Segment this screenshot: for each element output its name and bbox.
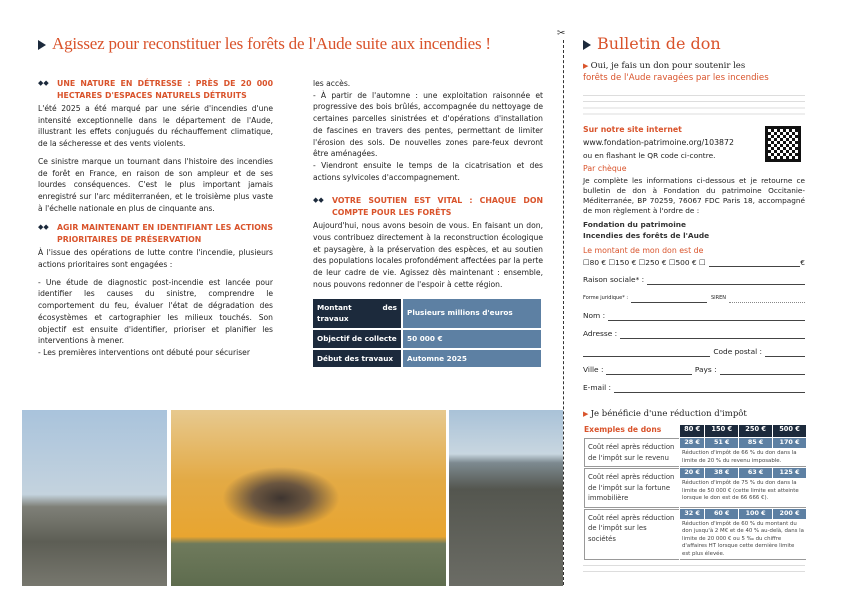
table-row — [313, 350, 541, 368]
diamond-icon: ◆◆ — [38, 223, 49, 232]
tax-row — [584, 438, 806, 448]
paragraph: - Viendront ensuite le temps de la cicatrisation et des actions sylvicoles d'accompagnement. — [313, 160, 543, 182]
cost-value: 63 € — [739, 468, 772, 478]
cost-value: 85 € — [739, 438, 772, 448]
cost-value: 38 € — [705, 468, 738, 478]
tax-description: Réduction d'impôt de 75 % du don dans la limite de 50 000 € (cette limite est atteinte lorsque le don est de 66 666 €). — [680, 479, 806, 508]
legal-fine-print — [583, 93, 805, 119]
table-key: Objectif de collecte — [313, 330, 401, 348]
web-heading: Sur notre site internet — [583, 125, 682, 134]
header-cell: 80 € — [680, 425, 704, 437]
tax-heading: Je bénéficie d'une réduction d'impôt — [590, 409, 747, 419]
cut-line — [563, 40, 564, 585]
triangle-bullet-icon — [583, 40, 591, 50]
adresse-field-2[interactable] — [583, 356, 710, 357]
table-header-row — [584, 425, 806, 437]
forme-juridique-label: Forme juridique* : — [583, 295, 629, 301]
qr-code[interactable] — [765, 126, 801, 162]
paragraph: Ce sinistre marque un tournant dans l'histoire des incendies de forêt en France, en raison de son ampleur et de ses lourdes conséquences. C'est le plus important jamais enregistré sur l'arc méditerranéen, et le troisième plus vaste à l'échelle nationale en plus de cinquante ans. — [38, 156, 273, 213]
donation-form — [583, 34, 805, 575]
payee-line-2: Incendies des forêts de l'Aude — [583, 230, 710, 240]
cheque-heading: Par chèque — [583, 164, 627, 173]
custom-amount-field[interactable] — [709, 266, 801, 267]
donation-url[interactable]: www.fondation-patrimoine.org/103872 — [583, 138, 734, 147]
examples-heading: Exemples de dons — [584, 425, 662, 434]
header-cell: 500 € — [773, 425, 806, 437]
ville-field[interactable] — [606, 374, 691, 375]
page-title: Agissez pour reconstituer les forêts de l'Aude suite aux incendies ! — [38, 34, 553, 54]
raison-sociale-label: Raison sociale* : — [583, 275, 645, 284]
cost-value: 60 € — [705, 509, 738, 519]
table-value: Plusieurs millions d'euros — [403, 299, 541, 328]
code-postal-label: Code postal : — [713, 347, 762, 356]
header-cell: 250 € — [739, 425, 772, 437]
paragraph: - Une étude de diagnostic post-incendie est lancée pour identifier les causes du sinistre, comprendre le comportement du feu, évaluer l'état de dégradation des écosystèmes et cartographier les milieux touchés. Son objectif est ensuite d'identifier, prioriser et planifier les interventions à mener. — [38, 277, 273, 346]
tax-row-label: Coût réel après réduction de l'impôt sur la fortune immobilière — [584, 468, 679, 508]
tax-row — [584, 468, 806, 478]
paragraph: les accès. — [313, 79, 351, 88]
cost-value: 20 € — [680, 468, 704, 478]
section-heading: ◆◆ AGIR MAINTENANT EN IDENTIFIANT LES ACTIONS PRIORITAIRES DE PRÉSERVATION — [38, 223, 273, 244]
paragraph: À l'issue des opérations de lutte contre l'incendie, plusieurs actions prioritaires sont engagées : — [38, 248, 273, 270]
tax-row — [584, 509, 806, 519]
photo-burnt-trees — [22, 410, 167, 586]
qr-text: ou en flashant le QR code ci-contre. — [583, 151, 716, 160]
project-info-table — [311, 297, 543, 370]
amount-heading: Le montant de mon don est de — [583, 246, 704, 255]
cost-value: 28 € — [680, 438, 704, 448]
amount-80-checkbox[interactable]: ☐80 € — [583, 258, 607, 267]
siren-label: SIREN — [711, 295, 727, 301]
form-subtitle: Oui, je fais un don pour soutenir les — [590, 61, 746, 71]
adresse-field[interactable] — [620, 338, 805, 339]
pays-label: Pays : — [694, 365, 717, 374]
tax-examples-table — [583, 424, 807, 561]
section-heading: ◆◆ UNE NATURE EN DÉTRESSE : PRÈS DE 20 000 HECTARES D'ESPACES NATURELS DÉTRUITS — [38, 79, 273, 100]
left-column — [38, 78, 273, 365]
paragraph: Aujourd'hui, nous avons besoin de vous. En faisant un don, vous contribuez directement à la reconstruction écologique et paysagère, à la préservation des espèces, et au soutien des populations locales profondément affectées par la perte de leur cadre de vie. Agissez dès maintenant : ensemble, nous pouvons redonner de l'espoir à cette région. — [313, 221, 543, 289]
tax-footnote — [583, 563, 805, 575]
table-value: Automne 2025 — [403, 350, 541, 368]
form-title: Bulletin de don — [583, 34, 805, 53]
tax-description: Réduction d'impôt de 60 % du montant du don jusqu'à 2 M€ et de 40 % au-delà, dans la limite de 20 000 € ou 5 ‰ du chiffre d'affaires HT lorsque cette dernière limite est plus élevée. — [680, 520, 806, 561]
photo-forest-fire — [171, 410, 446, 586]
cost-value: 51 € — [705, 438, 738, 448]
triangle-bullet-icon — [38, 40, 46, 50]
amount-150-checkbox[interactable]: ☐150 € — [608, 258, 637, 267]
table-value: 50 000 € — [403, 330, 541, 348]
code-postal-field[interactable] — [765, 356, 805, 357]
amount-250-checkbox[interactable]: ☐250 € — [638, 258, 667, 267]
tax-row-label: Coût réel après réduction de l'impôt sur le revenu — [584, 438, 679, 467]
email-field[interactable] — [614, 392, 805, 393]
header-cell: 150 € — [705, 425, 738, 437]
amount-500-checkbox[interactable]: ☐500 € — [668, 258, 697, 267]
diamond-icon: ◆◆ — [313, 196, 324, 205]
table-row — [313, 299, 541, 328]
cost-value: 125 € — [773, 468, 806, 478]
tax-row-label: Coût réel après réduction de l'impôt sur les sociétés — [584, 509, 679, 561]
cost-value: 100 € — [739, 509, 772, 519]
arrow-icon: ▶ — [583, 410, 591, 418]
form-subtitle-highlight: forêts de l'Aude ravagées par les incendies — [583, 73, 769, 83]
cost-value: 200 € — [773, 509, 806, 519]
table-key: Début des travaux — [313, 350, 401, 368]
table-row — [313, 330, 541, 348]
paragraph: - Les premières interventions ont débuté pour sécuriser — [38, 347, 250, 357]
cheque-instructions: Je complète les informations ci-dessous et je retourne ce bulletin de don à Fondation du patrimoine Occitanie-Méditerranée, BP 70259, 76067 FDC Paris 18, accompagné de mon règlement à l'ordre de : — [583, 176, 805, 215]
diamond-icon: ◆◆ — [38, 79, 49, 87]
arrow-icon: ▶ — [583, 62, 591, 70]
table-key: Montant des travaux — [313, 299, 401, 328]
raison-sociale-field[interactable] — [647, 284, 805, 285]
middle-column — [313, 78, 543, 369]
siren-field[interactable] — [729, 302, 805, 303]
nom-label: Nom : — [583, 311, 606, 320]
pays-field[interactable] — [720, 374, 805, 375]
nom-field[interactable] — [608, 320, 805, 321]
scissors-icon: ✂ — [557, 28, 566, 39]
ville-label: Ville : — [583, 365, 604, 374]
paragraph: L'été 2025 a été marqué par une série d'incendies d'une intensité exceptionnelle dans le département de l'Aude, illustrant les effets conjugués du réchauffement climatique, de la sécheresse et des vents violents. — [38, 104, 273, 149]
adresse-label: Adresse : — [583, 329, 618, 338]
payee-line-1: Fondation du patrimoine — [583, 220, 687, 229]
section-heading: ◆◆ VOTRE SOUTIEN EST VITAL : CHAQUE DON COMPTE POUR LES FORÊTS — [313, 196, 543, 217]
cost-value: 32 € — [680, 509, 704, 519]
cost-value: 170 € — [773, 438, 806, 448]
photo-burnt-hills — [449, 410, 563, 586]
tax-description: Réduction d'impôt de 66 % du don dans la limite de 20 % du revenu imposable. — [680, 449, 806, 467]
paragraph: - À partir de l'automne : une exploitation raisonnée et progressive des bois brûlés, accompagnée du nettoyage de certaines parcelles sinistrées et d'opérations d'installation de fascines en travers des pentes, permettant de limiter l'érosion des sols. De nouvelles zones pare-feux devront être aménagées. — [313, 90, 543, 159]
amount-options: ☐80 € ☐150 € ☐250 € ☐500 € ☐ € — [583, 255, 805, 271]
forme-juridique-field[interactable] — [631, 302, 707, 303]
email-label: E-mail : — [583, 383, 612, 392]
